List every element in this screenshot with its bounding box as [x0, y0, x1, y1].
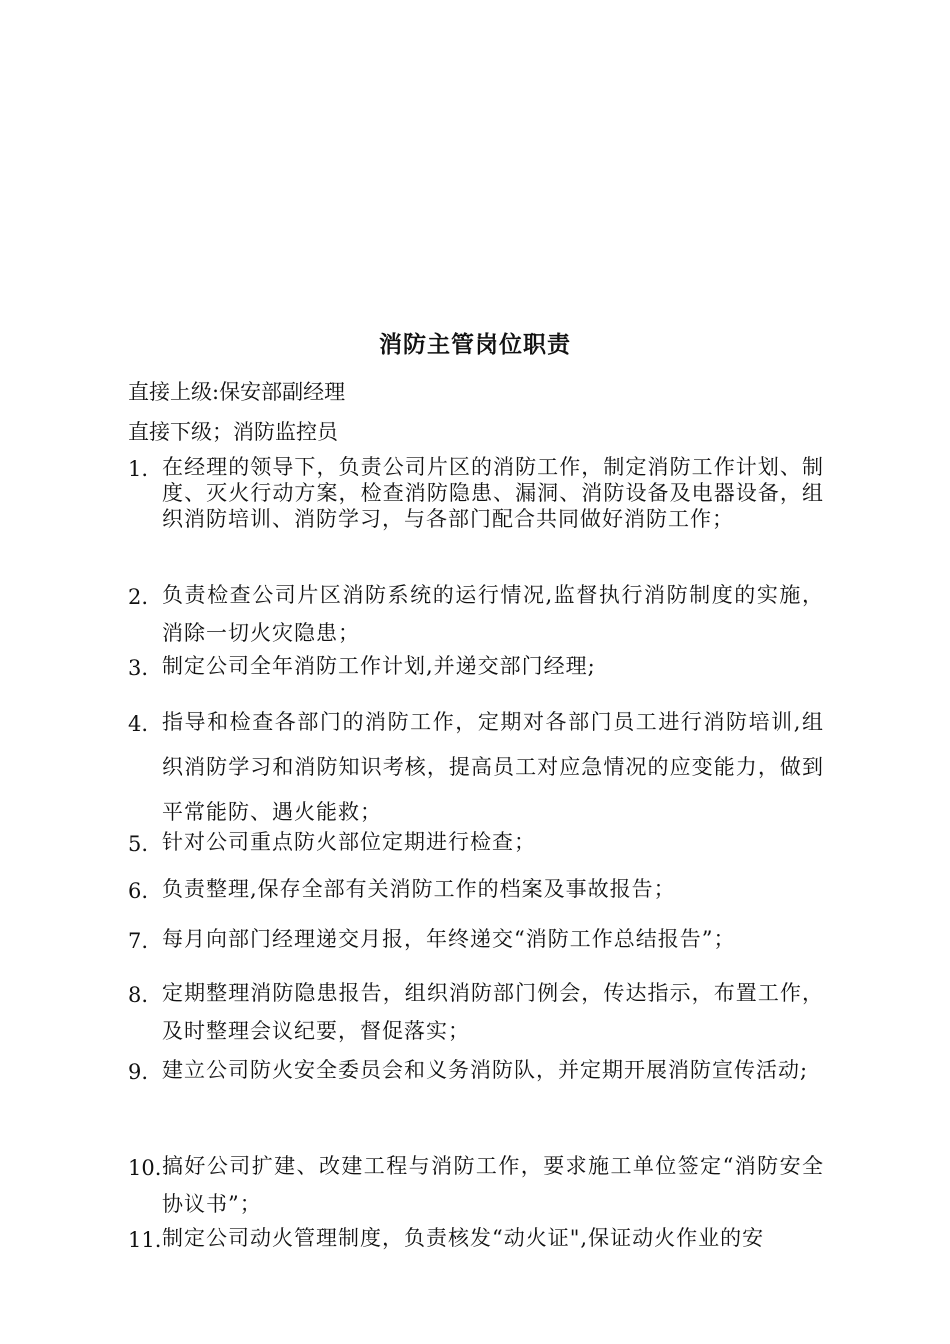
duty-number: 11.	[128, 1228, 162, 1252]
duty-text: 制定公司全年消防工作计划,并递交部门经理;	[162, 654, 596, 678]
duty-text: 在经理的领导下，负责公司片区的消防工作，制定消防工作计划、制度、灭火行动方案，检查消防隐患、漏洞、消防设备及电器设备，组织消防培训、消防学习，与各部门配合共同做好消防工作；	[162, 455, 824, 531]
duty-text: 负责整理,保存全部有关消防工作的档案及事故报告；	[162, 877, 676, 901]
duty-text: 搞好公司扩建、改建工程与消防工作，要求施工单位签定“消防安全协议书”；	[162, 1154, 824, 1216]
duty-number: 9.	[128, 1060, 149, 1084]
duty-number: 3.	[128, 656, 149, 680]
duty-number: 2.	[128, 585, 149, 609]
direct-superior: 直接上级:保安部副经理	[128, 380, 346, 404]
duty-text: 建立公司防火安全委员会和义务消防队，并定期开展消防宣传活动;	[162, 1058, 809, 1082]
duty-number: 10.	[128, 1156, 162, 1180]
duty-number: 7.	[128, 929, 149, 953]
document-title: 消防主管岗位职责	[379, 331, 571, 358]
direct-subordinate: 直接下级；消防监控员	[128, 420, 338, 444]
duty-text: 制定公司动火管理制度，负责核发“动火证",保证动火作业的安	[162, 1226, 765, 1250]
duty-text: 负责检查公司片区消防系统的运行情况,监督执行消防制度的实施，消除一切火灾隐患；	[162, 583, 824, 645]
duty-number: 4.	[128, 712, 149, 736]
duty-number: 6.	[128, 879, 149, 903]
duty-number: 1.	[128, 457, 149, 481]
duty-number: 8.	[128, 983, 149, 1007]
duty-text: 指导和检查各部门的消防工作，定期对各部门员工进行消防培训,组织消防学习和消防知识考核，提高员工对应急情况的应变能力，做到平常能防、遇火能救；	[162, 710, 824, 824]
duty-number: 5.	[128, 832, 149, 856]
duty-text: 定期整理消防隐患报告，组织消防部门例会，传达指示，布置工作，及时整理会议纪要，督促落实；	[162, 981, 824, 1043]
duty-text: 针对公司重点防火部位定期进行检查；	[162, 830, 536, 854]
duty-text: 每月向部门经理递交月报，年终递交“消防工作总结报告”；	[162, 927, 736, 951]
